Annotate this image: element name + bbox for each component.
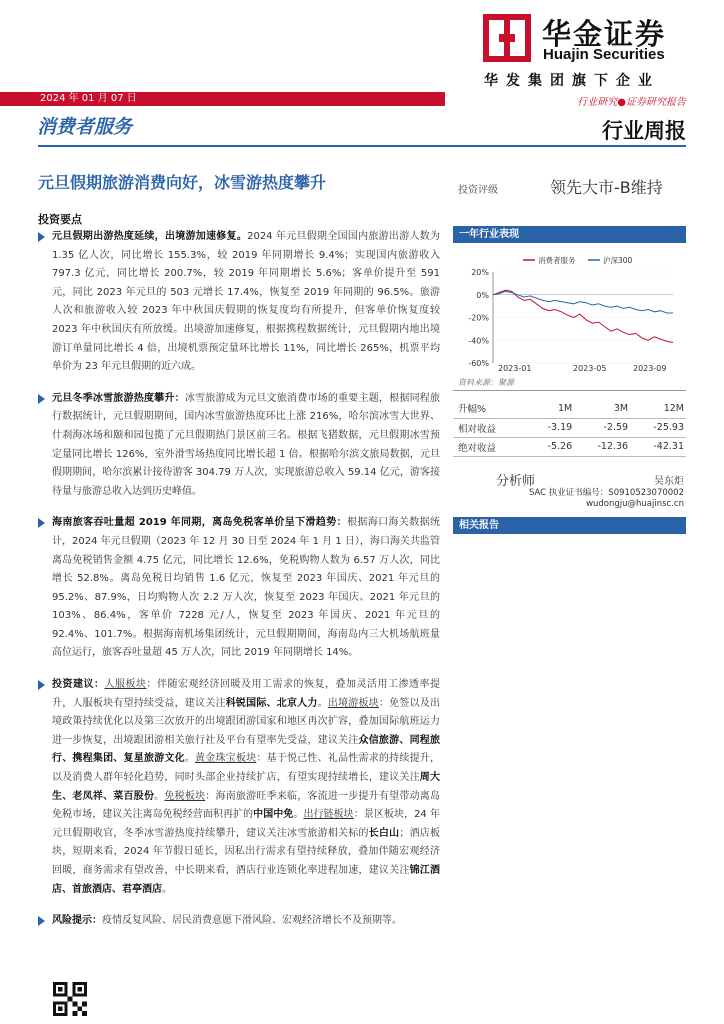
table-cell: -5.26: [547, 441, 573, 452]
header-divider: [38, 145, 686, 147]
table-header-cell: 3M: [613, 402, 629, 414]
advice-text: ：景区板块，24 年元旦假期收官，冬季冰雪游热度持续攀升，建议关注冰雪旅游相关标的: [52, 809, 441, 839]
advice-text: ：海南旅游旺季来临，客流进一步提升有望带动离岛免税市场，建议关注离岛免税经营面积再扩的: [52, 790, 441, 821]
table-divider: [453, 437, 686, 438]
table-header-cell: 1M: [557, 402, 573, 414]
advice-text: ：免签以及出境政策持续优化以及第三次放开的出境跟团游国家和地区再次扩容，叠加国际航班运力进一步恢复，出境跟团游相关旅行社及平台有望率先受益，建议关注: [52, 697, 441, 746]
sector-name: 消费者服务: [37, 116, 133, 138]
analyst-sac-number: SAC 执业证书编号：S0910523070002: [528, 488, 684, 498]
main-content: [38, 228, 440, 944]
table-header-cell: 升幅%: [458, 404, 487, 415]
bullet-icon: [38, 394, 45, 404]
advice-text: ：伴随宏观经济回暖及用工需求的恢复，叠加灵活用工渗透率提升，人服板块有望持续受益，建议关注: [52, 679, 440, 709]
paragraph-hainan: [38, 514, 440, 663]
performance-table: [458, 398, 684, 456]
table-divider: [453, 456, 686, 457]
company-name-cn: 华金证券: [542, 17, 667, 51]
x-tick-label: 2023-09: [633, 364, 667, 372]
stock-picks: 长白山: [368, 827, 400, 839]
advice-text: 。: [162, 883, 172, 895]
stock-picks: 中国中免: [253, 809, 294, 821]
paragraph-lead: 海南旅客吞吐量超 2019 年同期，离岛免税客单价呈下滑趋势：: [52, 517, 347, 529]
advice-text: 。: [184, 753, 196, 765]
industry-performance-chart: [453, 250, 686, 372]
paragraph-ice-snow: [38, 390, 440, 502]
paragraph-risk: [38, 912, 440, 931]
advice-text: 。: [293, 809, 304, 821]
legend-label: 沪深300: [603, 256, 633, 265]
paragraph-lead: 元旦冬季冰雪旅游热度攀升：: [52, 392, 185, 404]
report-date: 2024 年 01 月 07 日: [40, 93, 137, 104]
analyst-name: 吴东炬: [654, 476, 684, 487]
report-kind: 行业周报: [602, 119, 686, 143]
x-tick-label: 2023-05: [573, 364, 607, 372]
advice-text: ：基于悦己性、礼品性需求的持续提升，以及消费人群年轻化趋势，同时头部企业持续扩店，有望实现持续增长，建议关注: [52, 753, 441, 784]
table-cell: -12.36: [597, 441, 629, 452]
paragraph-new-year-travel: [38, 228, 440, 377]
key-points-heading: 投资要点: [38, 213, 82, 226]
rating-value: 领先大市-B维持: [550, 178, 663, 197]
chart-section-heading: 一年行业表现: [453, 226, 686, 243]
series-line: [493, 290, 673, 342]
table-cell: -3.19: [547, 422, 573, 433]
table-header-row: [458, 398, 684, 418]
x-tick-label: 2023-01: [498, 364, 532, 372]
paragraph-body: 根据海口海关数据统计，2024 年元旦假期（2023 年 12 月 30 日至 2024 年 1 月 1 日），海口海关共监管离岛免税销售金额 4.75 亿元，同比增长 12.6%，免税购物人数为 6.57 万人次，同比增长 52.8%。离岛免税日均销售 1.6 亿元，恢复至 2023 年国庆、2021 年元旦的 95.2%、87.9%，日均购物人次 2.2 万人次，恢复至 2023 年国庆、2021 年元旦的 103%、86.4%，客单价 7228 元/人，恢复至 2023 年国庆、2021 年元旦的 92.4%、101.7%。根据海南机场集团统计，元旦假期期间，海南岛内三大机场航班量高位运行，旅客吞吐量超 45 万人次，同比 2019 年同期增长 14%。: [52, 517, 441, 659]
huajin-logo-icon: [483, 14, 531, 62]
legend-label: 消费者服务: [538, 256, 576, 265]
rating-label: 投资评级: [458, 185, 498, 196]
sector-travel-chain: 出行链板块: [303, 809, 354, 821]
table-header-cell: 12M: [663, 402, 684, 414]
qr-code-icon: [53, 982, 87, 1016]
stock-picks: 周大生、老凤祥、菜百股份: [52, 772, 441, 802]
analyst-email[interactable]: wudongju@huajinsc.cn: [586, 499, 684, 509]
sector-outbound: 出境游板块: [327, 697, 379, 709]
bullet-icon: [38, 232, 45, 242]
y-tick-label: -60%: [468, 359, 489, 368]
stock-picks: 众信旅游、同程旅行、携程集团、复星旅游文化: [52, 734, 441, 765]
y-tick-label: -40%: [468, 336, 489, 346]
paragraph-lead: 元旦假期出游热度延续，出境游加速修复。: [52, 231, 248, 242]
table-row: [458, 437, 684, 456]
chart-source: 资料来源：聚源: [458, 378, 514, 387]
company-name-en: Huajin Securities: [543, 46, 665, 63]
stock-picks: 锦江酒店、首旅酒店、君亭酒店: [52, 865, 441, 895]
advice-text: 。: [317, 697, 328, 709]
paragraph-lead: 风险提示：: [52, 915, 102, 927]
table-divider: [453, 418, 686, 419]
related-reports-heading: 相关报告: [453, 517, 686, 534]
paragraph-body: 2024 年元旦假期全国国内旅游出游人数为 1.35 亿人次，同比增长 155.3%，较 2019 年同期增长 9.4%；实现国内旅游收入 797.3 亿元，同比增长 200.7%，较 2019 年同期增长 5.6%；客单价提升至 591 元，同比 2023 年元旦的 503 元增长 17.4%，恢复至 2019 年同期的 96.5%。旅游人次和旅游收入较 2023 年中秋国庆假期的恢复度均有所提升，但客单价恢复度较 2023 年中秋国庆有所放缓。出境游加速修复，根据携程数据统计，元旦假期内地出境游订单量同比增长 4 倍，出境机票预定量环比增长 11%，同比增长 265%，机票平均单价为 23 年元旦假期的近六成。: [52, 231, 441, 373]
sector-dutyfree: 免税板块: [164, 790, 206, 802]
bullet-icon: [38, 518, 45, 528]
company-slogan: 华发集团旗下企业: [484, 73, 660, 89]
table-cell: 绝对收益: [458, 442, 497, 454]
report-title: 元旦假期旅游消费向好，冰雪游热度攀升: [38, 173, 327, 192]
bullet-icon: [38, 916, 45, 926]
table-cell: -25.93: [653, 422, 684, 433]
bullet-icon: [38, 680, 45, 690]
advice-text: 。: [154, 790, 165, 802]
advice-text: ；酒店板块，短期来看，2024 年节假日延长，因私出行需求有望持续释放，叠加伴随宏观经济回暖，商务需求有望改善，中长期来看，酒店行业连锁化率进程加速，建议关注: [52, 827, 441, 876]
paragraph-body: 冰雪旅游成为元旦文旅消费市场的重要主题，根据同程旅行数据统计，元旦假期期间，国内冰雪旅游热度环比上涨 216%，哈尔滨冰雪大世界、什刹海冰场和颐和园包揽了元旦假期热门景区前三名。根据飞猪数据，元旦假期冰雪预定量同比增长 126%，室外滑雪场热度同比增长超 1 倍。根据哈尔滨文旅局数据，元旦假期期间，哈尔滨累计接待游客 304.79 万人次，实现旅游总收入 59.14 亿元，游客接待量与旅游总收入达到历史峰值。: [52, 392, 441, 497]
y-tick-label: -20%: [468, 313, 489, 323]
analyst-label: 分析师: [496, 474, 536, 489]
paragraph-lead: 投资建议：: [52, 679, 105, 691]
table-cell: -42.31: [653, 441, 684, 452]
source-divider: [453, 390, 686, 391]
report-category: 行业研究●证券研究报告: [577, 97, 686, 108]
stock-picks: 科锐国际、北京人力: [225, 697, 318, 709]
table-cell: 相对收益: [458, 423, 497, 435]
y-tick-label: 20%: [471, 268, 489, 277]
paragraph-body: 疫情反复风险、居民消费意愿下滑风险、宏观经济增长不及预期等。: [102, 915, 402, 927]
sector-jewelry: 黄金珠宝板块: [195, 753, 257, 765]
table-row: [458, 418, 684, 437]
y-tick-label: 0%: [476, 290, 489, 300]
paragraph-investment-advice: [38, 676, 440, 899]
table-cell: -2.59: [603, 422, 629, 433]
sector-hr: 人服板块: [104, 679, 147, 691]
